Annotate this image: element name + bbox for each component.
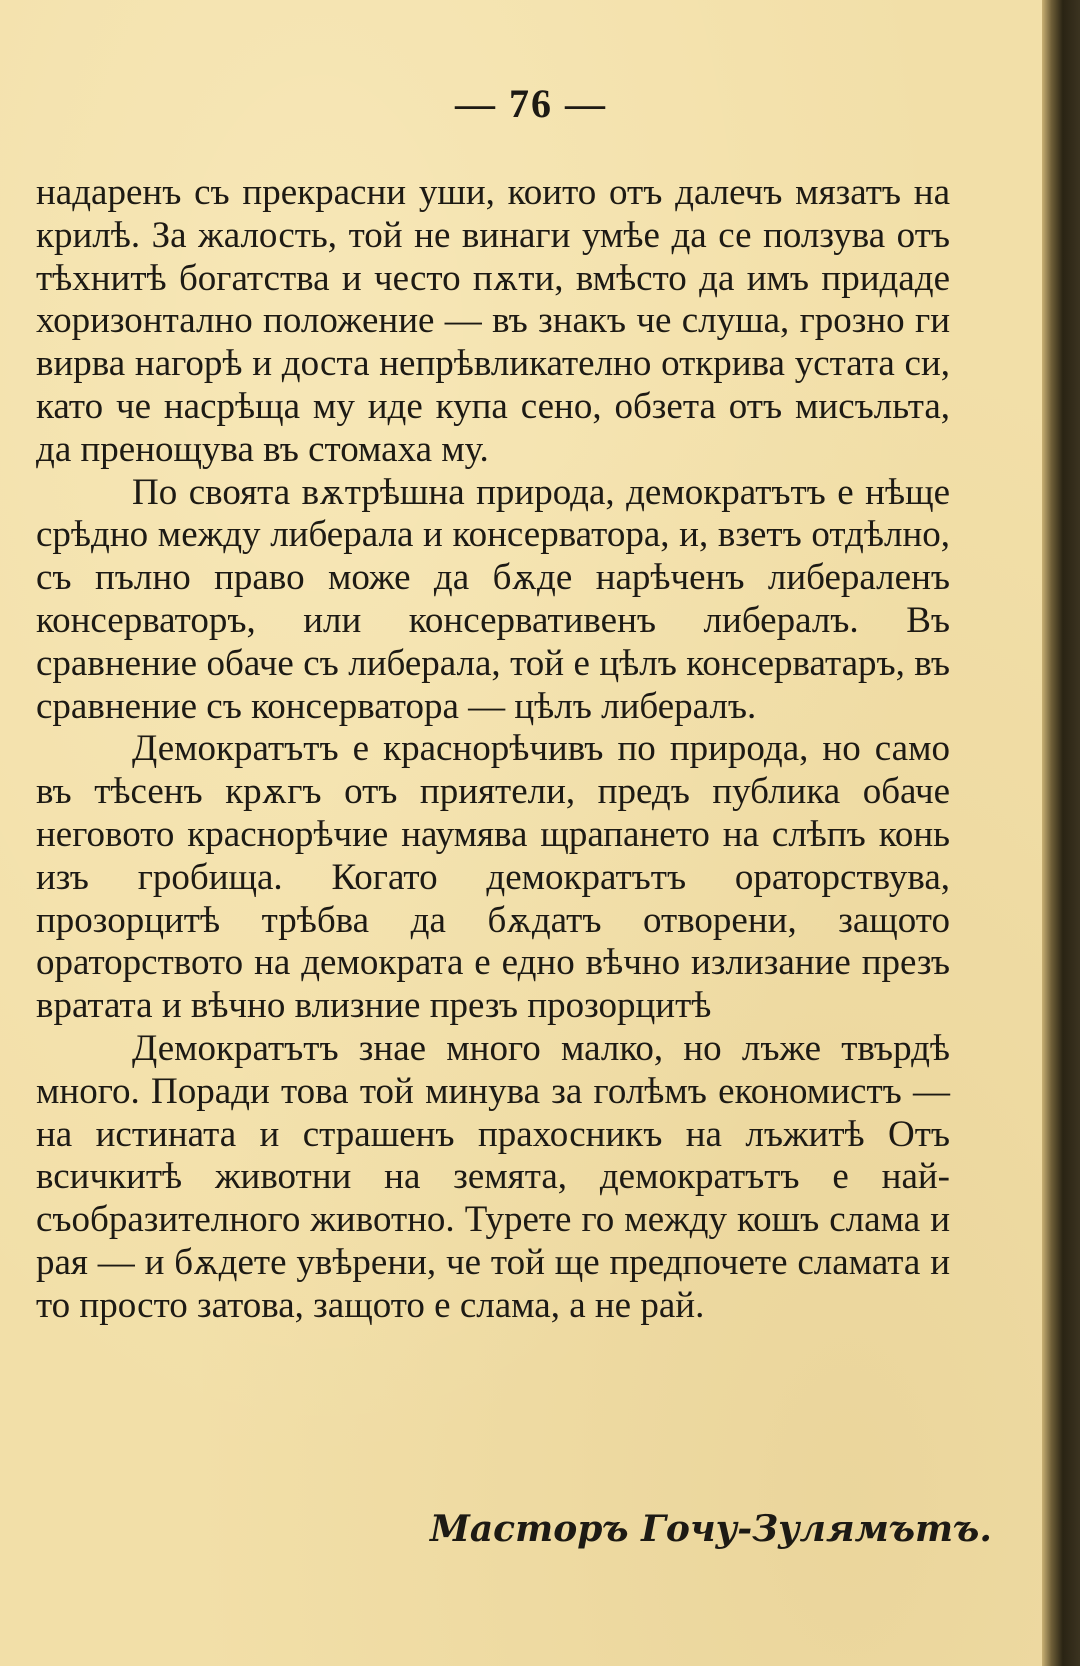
book-spine-shadow — [1042, 0, 1080, 1666]
paragraph: По своята вѫтрѣшна природа, демократътъ е нѣще срѣдно между либерала и консерватора, и, взетъ отдѣлно, съ пълно право може да бѫде нарѣченъ либераленъ консерваторъ, или консервативенъ либералъ. Въ сравнение обаче съ либерала, той е цѣлъ консерватаръ, въ сравнение съ консерватора — цѣлъ либералъ. — [36, 471, 950, 727]
paragraph: Демократътъ е краснорѣчивъ по природа, но само въ тѣсенъ крѫгъ отъ приятели, предъ публика обаче неговото краснорѣчие наумява щрапането на слѣпъ конь изъ гробища. Когато демократътъ ораторствува, прозорцитѣ трѣбва да бѫдатъ отворени, защото ораторството на демократа е едно вѣчно излизание презъ вратата и вѣчно влизние презъ прозорцитѣ — [36, 728, 950, 1027]
paragraph: Демократътъ знае много малко, но лъже твърдѣ много. Поради това той минува за голѣмъ економистъ — на истината и страшенъ прахосникъ на лъжитѣ Отъ всичкитѣ животни на земята, демократътъ е най-съобразителного животно. Турете го между кошъ слама и рая — и бѫдете увѣрени, че той ще предпочете сламата и то просто затова, защото е слама, а не рай. — [36, 1027, 950, 1326]
page-body-text — [36, 172, 950, 1328]
author-signature: Масторъ Гочу-Зулямътъ. — [430, 1508, 992, 1550]
page-number: — 76 — — [455, 81, 607, 126]
paragraph: надаренъ съ прекрасни уши, които отъ далечъ мязатъ на крилѣ. За жалость, той не винаги умѣе да се ползува отъ тѣхнитѣ богатства и често пѫти, вмѣсто да имъ придаде хоризонтално положение — въ знакъ че слуша, грозно ги вирва нагорѣ и доста непрѣвликателно открива устата си, като че насрѣща му иде купа сено, обзета отъ мисъльта, да пренощува въ стомаха му. — [36, 172, 950, 470]
